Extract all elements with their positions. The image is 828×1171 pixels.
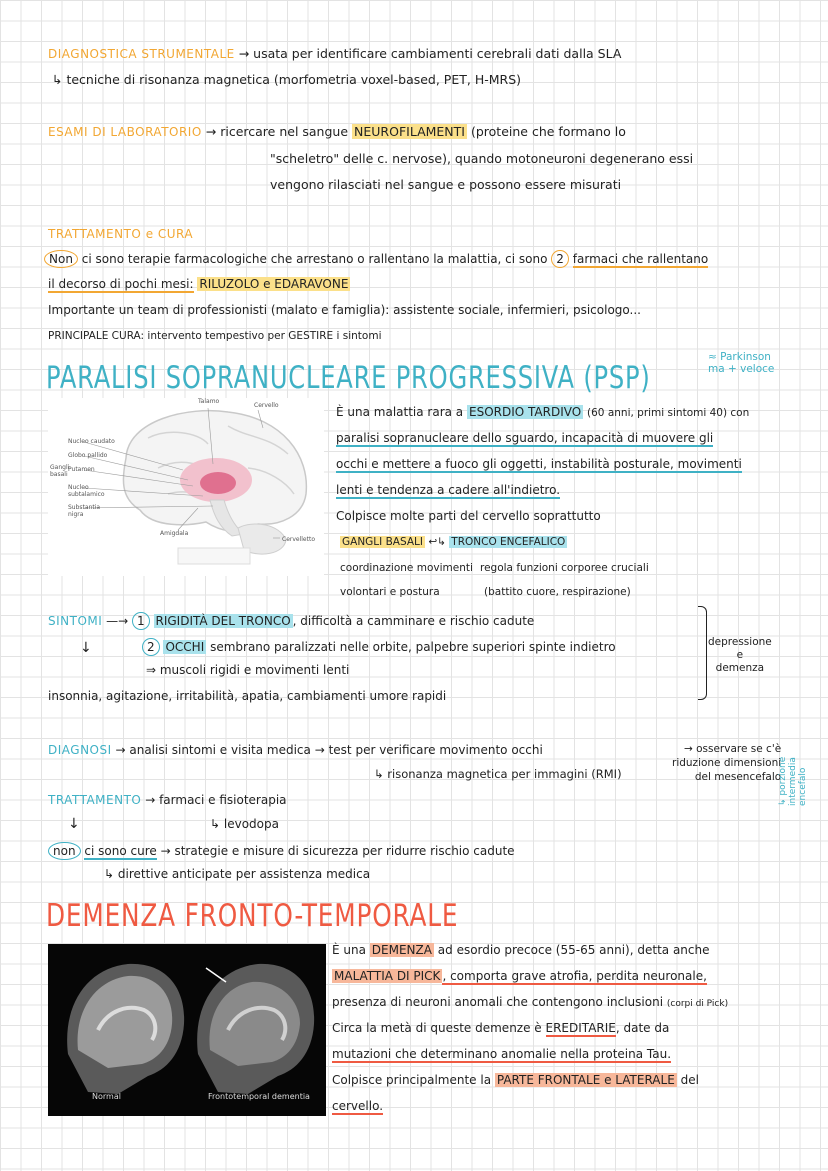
mesencefalo-note-2: intermedia [788, 757, 798, 806]
tronco-encefalico-tag: TRONCO ENCEFALICO [451, 536, 566, 548]
diagnosi-d3: del mesencefalo [694, 771, 782, 783]
tratt2-line3 [48, 842, 515, 860]
dft-p4-b: , date da [615, 1021, 670, 1035]
tratt2-d: → strategie e misure di sicurezza per ridurre rischio cadute [160, 844, 515, 858]
esordio-tardivo-highlight: ESORDIO TARDIVO [469, 405, 582, 419]
sintomi-down-arrow: ↓ [80, 640, 92, 656]
dft-p7 [332, 1098, 383, 1114]
mri-image [48, 944, 326, 1116]
dft-p4 [332, 1020, 669, 1036]
diagnosi-d2: riduzione dimensioni [672, 757, 782, 769]
esami-heading: ESAMI DI LABORATORIO [48, 125, 202, 139]
tratt1-decorso: il decorso di pochi mesi: [48, 277, 194, 291]
psp-note-1: ≈ Parkinson [708, 351, 771, 363]
dft-p7-text: cervello. [332, 1099, 384, 1113]
sintomo-1-number: 1 [132, 612, 150, 630]
mesencefalo-note-1: ↳ porzione [778, 756, 788, 806]
tratt1-line1 [44, 250, 708, 268]
psp-p4 [336, 482, 560, 498]
dft-p5 [332, 1046, 671, 1062]
occhi-highlight: OCCHI [165, 640, 205, 654]
psp-title: PARALISI SOPRANUCLEARE PROGRESSIVA (PSP) [46, 360, 651, 396]
psp-p5: Colpisce molte parti del cervello soprattutto [336, 509, 601, 523]
psp-note [708, 351, 774, 375]
sintomi-heading: SINTOMI [48, 614, 103, 628]
brain-illustration [48, 398, 324, 576]
psp-p1-b: (60 anni, primi sintomi 40) con [587, 407, 750, 419]
label-putamen: Putamen [68, 466, 95, 473]
diagnosi-line2: ↳ risonanza magnetica per immagini (RMI) [374, 767, 622, 781]
diag-strum-line1 [48, 46, 621, 62]
mri-label-ftd: Frontotemporal dementia [208, 1092, 310, 1101]
esami-line3: vengono rilasciati nel sangue e possono essere misurati [270, 177, 622, 192]
non-circled: Non [44, 250, 78, 268]
label-amigdala: Amigdala [160, 530, 189, 537]
sintomi-line4: insonnia, agitazione, irritabilità, apatia, cambiamenti umore rapidi [48, 689, 447, 703]
label-subtalamico: Nucleo subtalamico [68, 484, 105, 498]
non-circled-2: non [48, 842, 81, 860]
diagnosi-d1: → osservare se c'è [683, 743, 782, 755]
label-gangli: Gangli basali [50, 464, 70, 478]
psp-p2 [336, 430, 713, 446]
dft-p6-a: Colpisce principalmente la [332, 1073, 492, 1087]
dft-p2 [332, 968, 707, 984]
dft-p2-b: , comporta grave atrofia, perdita neuronale, [442, 969, 707, 983]
dft-p1-b: ad esordio precoce (55-65 anni), detta anche [437, 943, 710, 957]
esami-line2: "scheletro" delle c. nervose), quando motoneuroni degenerano essi [270, 151, 694, 166]
tronco-desc-2: (battito cuore, respirazione) [484, 586, 631, 598]
diagnosi-side [672, 742, 781, 784]
esami-text-a: → ricercare nel sangue [205, 124, 349, 139]
label-caudato: Nucleo caudato [68, 438, 115, 445]
dft-p1-a: È una [332, 943, 366, 957]
diagnosi-line1 [48, 742, 543, 758]
psp-p4-text: lenti e tendenza a cadere all'indietro. [336, 483, 561, 497]
tratt1-text-b: farmaci che rallentano [572, 252, 709, 266]
pick-highlight: MALATTIA DI PICK [334, 969, 441, 983]
dft-p6-b: del [680, 1073, 699, 1087]
sintomi-line1: SINTOMI —→ 1 RIGIDITÀ DEL TRONCO , difficoltà a camminare e rischio cadute [48, 614, 535, 628]
tratt1-line2 [48, 276, 350, 292]
label-nigra: Substantia nigra [68, 504, 101, 518]
sintomi-brace [698, 606, 707, 700]
two-circled: 2 [551, 250, 569, 268]
esami-text-b: (proteine che formano lo [470, 124, 626, 139]
psp-p3-text: occhi e mettere a fuoco gli oggetti, instabilità posturale, movimenti [336, 457, 742, 471]
tratt2-heading: TRATTAMENTO [48, 793, 142, 807]
tratt2-line4: ↳ direttive anticipate per assistenza medica [104, 867, 371, 881]
dft-p6 [332, 1072, 699, 1088]
sintomi-line2 [142, 638, 616, 656]
sintomo-2-text: sembrano paralizzati nelle orbite, palpebre superiori spinte indietro [210, 640, 616, 654]
psp-regions: GANGLI BASALI ↩↳ TRONCO ENCEFALICO [342, 536, 566, 548]
dft-p1 [332, 942, 710, 958]
ereditarie-underline: EREDITARIE [545, 1021, 616, 1035]
tratt2-a: → farmaci e fisioterapia [145, 793, 287, 807]
gangli-desc-2: volontari e postura [340, 586, 440, 598]
psp-p2-text: paralisi sopranucleare dello sguardo, incapacità di muovere gli [336, 431, 714, 445]
psp-note-2: ma + veloce [708, 363, 775, 375]
tratt1-line4: PRINCIPALE CURA: intervento tempestivo per GESTIRE i sintomi [48, 330, 382, 342]
dft-p3-text: presenza di neuroni anomali che contengono inclusioni [332, 995, 664, 1009]
neurofilamenti-highlight: NEUROFILAMENTI [354, 124, 465, 139]
label-cervelletto: Cervelletto [282, 536, 315, 543]
psp-p1-a: È una malattia rara a [336, 405, 464, 419]
diagnosi-heading: DIAGNOSI [48, 743, 112, 757]
dft-p3 [332, 994, 728, 1012]
tratt1-line3: Importante un team di professionisti (malato e famiglia): assistente sociale, infermieri, psicologo... [48, 303, 641, 317]
frontale-laterale-highlight: PARTE FRONTALE e LATERALE [496, 1073, 675, 1087]
dft-p4-a: Circa la metà di queste demenze è [332, 1021, 542, 1035]
psp-p3 [336, 456, 742, 472]
diag-strum-desc: → usata per identificare cambiamenti cerebrali dati dalla SLA [238, 46, 622, 61]
side-demenza: demenza [715, 662, 765, 674]
tratt2-down-arrow: ↓ [68, 816, 80, 832]
corpi-di-pick-note: (corpi di Pick) [666, 999, 729, 1009]
mesencefalo-note [778, 757, 808, 806]
gangli-basali-tag: GANGLI BASALI [342, 536, 423, 548]
label-talamo: Talamo [198, 398, 220, 405]
label-cervello: Cervello [254, 402, 279, 409]
demenza-highlight: DEMENZA [371, 943, 432, 957]
side-e: e [736, 649, 744, 661]
dft-title: DEMENZA FRONTO-TEMPORALE [46, 898, 459, 934]
tratt2-line2: ↳ levodopa [210, 817, 279, 831]
mesencefalo-note-3: encefalo [798, 767, 808, 806]
diagnosi-b: → test per verificare movimento occhi [314, 743, 543, 757]
sintomi-side [708, 636, 772, 675]
diag-strum-heading: DIAGNOSTICA STRUMENTALE [48, 47, 235, 61]
rigidita-highlight: RIGIDITÀ DEL TRONCO [155, 614, 291, 628]
tratt1-text-a: ci sono terapie farmacologiche che arrestano o rallentano la malattia, ci sono [81, 252, 548, 266]
sintomo-1-text: , difficoltà a camminare e rischio cadute [292, 614, 535, 628]
tratt2-c: ci sono cure [84, 844, 157, 858]
esami-line1 [48, 124, 626, 140]
label-pallido: Globo pallido [68, 452, 108, 459]
tratt1-heading: TRATTAMENTO e CURA [48, 227, 194, 241]
side-depressione: depressione [708, 636, 772, 648]
dft-p5-text: mutazioni che determinano anomalie nella proteina Tau. [332, 1047, 672, 1061]
tratt2-line1 [48, 792, 287, 808]
sintomi-line3: ⇒ muscoli rigidi e movimenti lenti [146, 663, 350, 677]
psp-p1 [336, 404, 749, 421]
sintomo-2-number: 2 [142, 638, 160, 656]
mri-svg [48, 944, 326, 1116]
farmaci-highlight: RILUZOLO e EDARAVONE [199, 277, 349, 291]
tronco-desc-1: regola funzioni corporee cruciali [480, 562, 649, 574]
mri-label-normal: Normal [92, 1092, 121, 1101]
gangli-desc-1: coordinazione movimenti [340, 562, 473, 574]
diag-strum-line2: ↳ tecniche di risonanza magnetica (morfometria voxel-based, PET, H-MRS) [52, 72, 522, 87]
diagnosi-a: → analisi sintomi e visita medica [115, 743, 311, 757]
